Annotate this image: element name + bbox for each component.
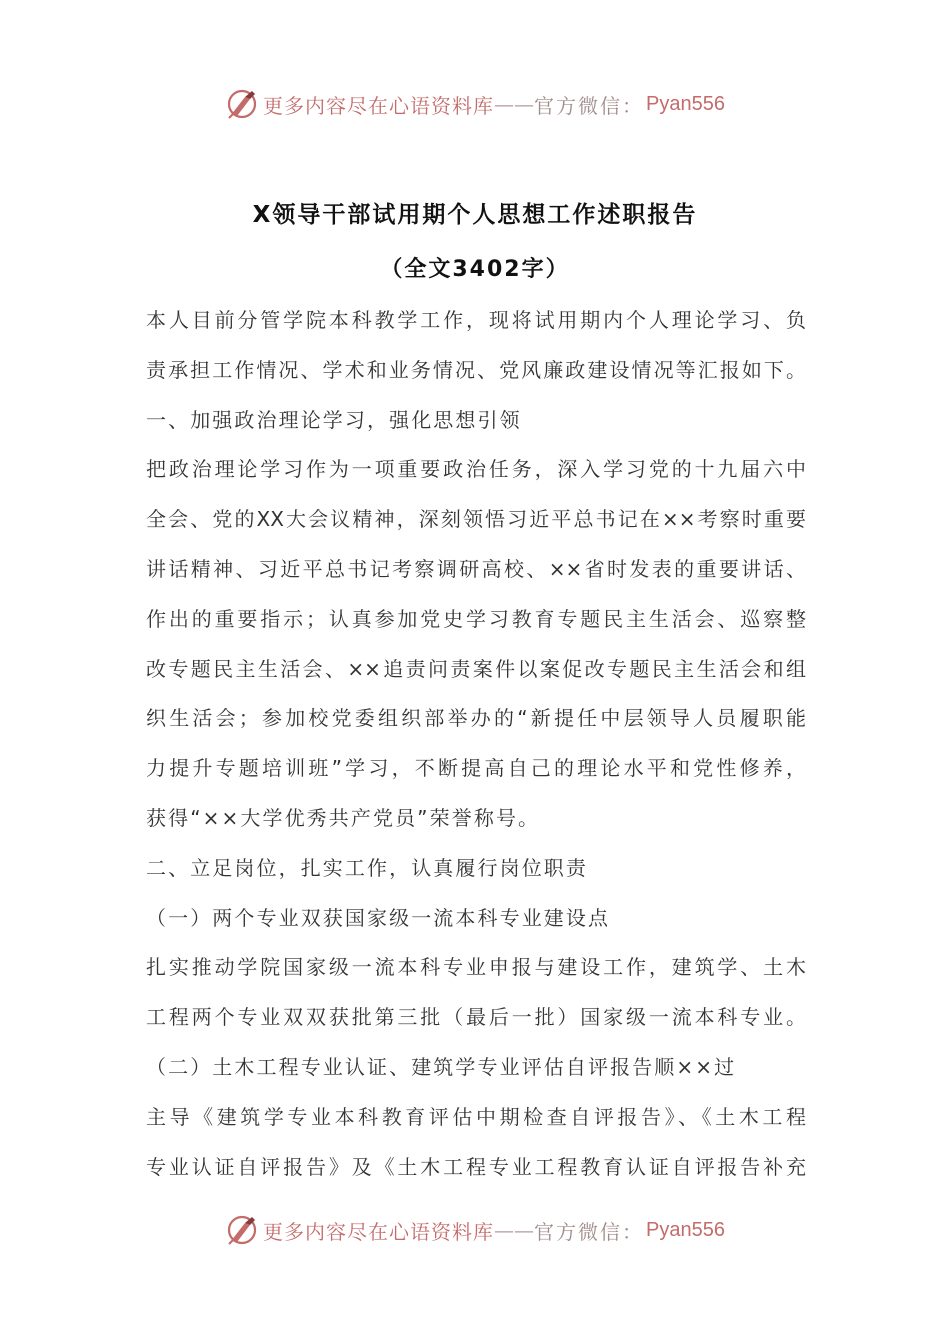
subsection-heading: （一）两个专业双获国家级一流本科专业建设点 [146,905,611,930]
body-line: 作出的重要指示；认真参加党史学习教育专题民主生活会、巡察整 [146,606,806,631]
banner-slogan: 更多内容尽在心语资料库 [263,1219,495,1244]
document-title: X领导干部试用期个人思想工作述职报告 [252,202,698,228]
subsection-heading: （二）土木工程专业认证、建筑学专业评估自评报告顺××过 [146,1054,737,1079]
body-line: 力提升专题培训班”学习，不断提高自己的理论水平和党性修养， [146,756,806,781]
body-line: 讲话精神、习近平总书记考察调研高校、××省时发表的重要讲话、 [146,556,806,581]
body-line: 专业认证自评报告》及《土木工程专业工程教育认证自评报告补充 [146,1154,806,1179]
document-body [146,296,806,1192]
document-subtitle: （全文3402字） [380,257,570,282]
section-heading: 一、加强政治理论学习，强化思想引领 [146,407,522,432]
body-line: 责承担工作情况、学术和业务情况、党风廉政建设情况等汇报如下。 [146,357,806,382]
pen-nib-logo-icon [225,1213,259,1247]
body-line: 主导《建筑学专业本科教育评估中期检查自评报告》、《土木工程 [146,1104,806,1129]
banner-wechat-id: Pyan556 [646,92,725,115]
body-line: 把政治理论学习作为一项重要政治任务，深入学习党的十九届六中 [146,457,806,482]
banner-wechat-id: Pyan556 [646,1218,725,1241]
body-line: 获得“××大学优秀共产党员”荣誉称号。 [146,805,541,830]
banner-wechat-label: 官方微信： [534,1219,645,1244]
pen-nib-logo-icon [225,87,259,121]
section-heading: 二、立足岗位，扎实工作，认真履行岗位职责 [146,855,588,880]
banner-wechat-label: 官方微信： [534,93,645,118]
banner-slogan: 更多内容尽在心语资料库 [263,93,495,118]
footer-watermark-banner [0,1210,950,1250]
banner-dash: —— [494,92,535,116]
body-line: 工程两个专业双双获批第三批（最后一批）国家级一流本科专业。 [146,1005,806,1030]
body-line: 本人目前分管学院本科教学工作，现将试用期内个人理论学习、负 [146,308,806,332]
body-line: 织生活会；参加校党委组织部举办的“新提任中层领导人员履职能 [146,706,806,731]
banner-dash: —— [494,1218,535,1242]
body-line: 改专题民主生活会、××追责问责案件以案促改专题民主生活会和组 [146,656,806,681]
body-line: 扎实推动学院国家级一流本科专业申报与建设工作，建筑学、土木 [146,955,806,980]
body-line: 全会、党的XX大会议精神，深刻领悟习近平总书记在××考察时重要 [146,507,806,532]
header-watermark-banner [0,84,950,124]
